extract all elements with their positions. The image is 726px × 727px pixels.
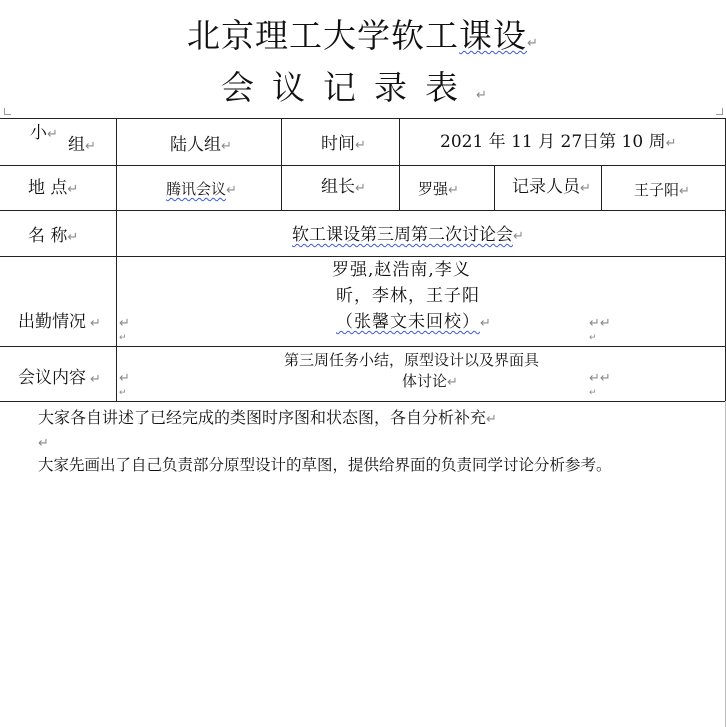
table-border-bottom — [0, 401, 726, 402]
row-end-mark: ↵ — [589, 333, 597, 343]
table-border-top — [0, 118, 726, 119]
cell-end-mark: ↵ — [119, 333, 127, 343]
group-value: 陆人组↵ — [170, 135, 232, 155]
attendance-line-2: 昕，李林，王子阳 — [336, 286, 480, 306]
table-row-divider — [0, 210, 726, 211]
meeting-name-value: 软工课设第三周第二次讨论会↵ — [292, 225, 524, 245]
recorder-label: 记录人员↵ — [512, 177, 591, 197]
table-col-divider — [116, 118, 117, 401]
table-col-divider — [399, 118, 400, 210]
paragraph-mark: ↵ — [476, 88, 505, 103]
table-row-divider — [0, 256, 726, 257]
leader-label: 组长↵ — [321, 177, 366, 197]
time-value: 2021 年 11 月 27日第 10 周↵ — [440, 132, 677, 152]
cell-end-mark: ↵ — [119, 388, 127, 398]
row-end-mark: ↵ — [589, 388, 597, 398]
meeting-content-line-1: 第三周任务小结，原型设计以及界面具 — [284, 351, 540, 369]
group-label-first: 小↵ — [30, 123, 58, 143]
table-row-divider — [0, 346, 726, 347]
meeting-content-line-2: 体讨论↵ — [402, 372, 458, 390]
table-col-divider — [281, 118, 282, 210]
body-paragraph-1: 大家各自讲述了已经完成的类图时序图和状态图，各自分析补充↵ — [38, 408, 497, 427]
document-title — [0, 14, 726, 66]
table-col-divider — [601, 165, 602, 210]
row-end-mark: ↵↵ — [589, 371, 611, 386]
group-label-second: 组↵ — [68, 135, 96, 155]
margin-corner-mark — [4, 108, 11, 115]
body-paragraph-2: 大家先画出了自己负责部分原型设计的草图，提供给界面的负责同学讨论分析参考。 — [38, 456, 612, 474]
subtitle-text: 会议记录表 — [221, 68, 477, 107]
recorder-value: 王子阳↵ — [634, 181, 690, 199]
location-value: 腾讯会议↵ — [166, 180, 237, 198]
row-end-mark: ↵↵ — [589, 316, 611, 331]
leader-value: 罗强↵ — [418, 180, 459, 198]
time-label: 时间↵ — [321, 134, 366, 154]
table-col-divider — [494, 165, 495, 210]
attendance-line-1: 罗强,赵浩南,李义 — [332, 260, 471, 280]
cell-end-mark: ↵ — [119, 316, 130, 331]
paragraph-mark: ↵ — [527, 36, 539, 51]
attendance-line-3: （张馨文未回校）↵ — [336, 312, 492, 332]
location-label: 地 点↵ — [28, 178, 79, 198]
title-main: 北京理工大学软工课设 — [187, 16, 528, 55]
empty-paragraph: ↵ — [38, 436, 49, 451]
cell-end-mark: ↵ — [119, 371, 130, 386]
attendance-label: 出勤情况 ↵ — [18, 312, 101, 332]
document-subtitle — [0, 66, 726, 118]
table-row-divider — [0, 165, 726, 166]
margin-corner-mark — [716, 108, 723, 115]
meeting-content-label: 会议内容 ↵ — [18, 368, 101, 388]
meeting-name-label: 名 称↵ — [28, 226, 79, 246]
